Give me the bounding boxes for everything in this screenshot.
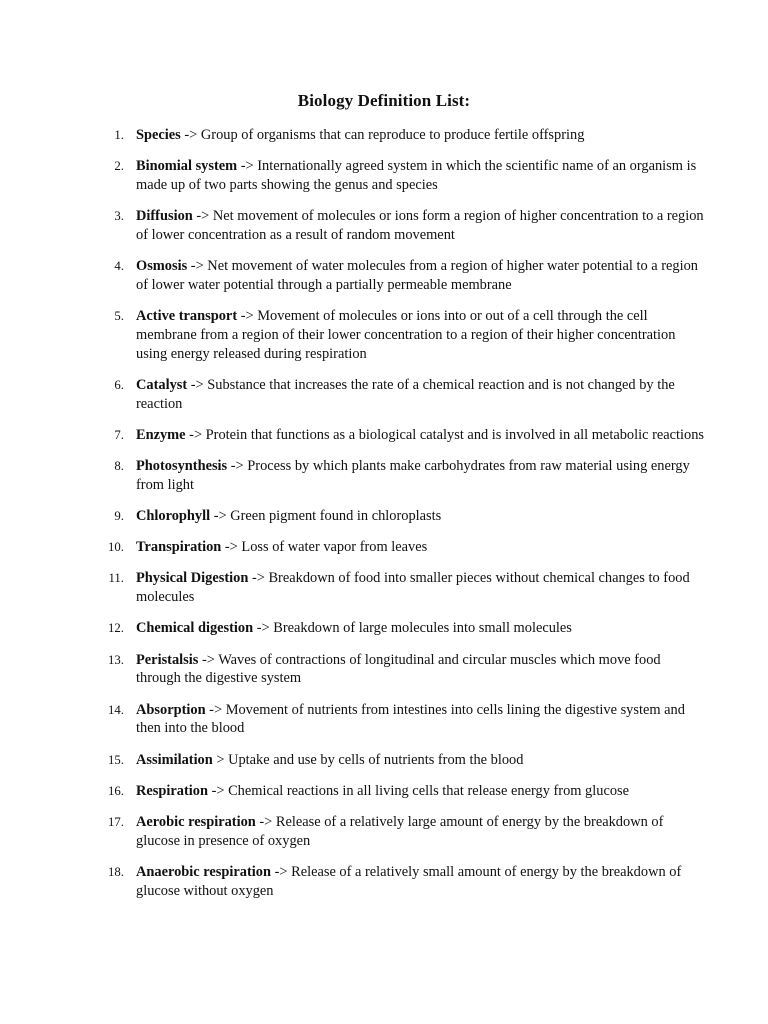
definition-item [0, 307, 768, 363]
definition-text: Net movement of molecules or ions form a region of higher concentration to a region of lower concentration as a result of random movement [136, 208, 704, 243]
definition-text: Breakdown of food into smaller pieces without chemical changes to food molecules [136, 570, 690, 606]
definition-term: Enzyme [136, 426, 186, 443]
item-number: 3. [114, 209, 124, 224]
definition-text: Chemical reactions in all living cells that release energy from glucose [228, 782, 630, 799]
definition-item [0, 376, 768, 414]
definition-term: Photosynthesis [136, 458, 228, 475]
arrow-separator: > [212, 751, 229, 768]
arrow-separator: -> [253, 620, 274, 637]
definition-term: Peristalsis [136, 651, 199, 668]
definition-item [0, 701, 768, 739]
definition-term: Active transport [136, 308, 238, 325]
definition-term: Chemical digestion [136, 620, 254, 637]
definition-item [0, 426, 768, 445]
arrow-separator: -> [185, 426, 206, 443]
definition-text: Protein that functions as a biological catalyst and is involved in all metabolic reactions [205, 426, 705, 443]
arrow-separator: -> [180, 127, 201, 143]
item-number: 14. [108, 702, 124, 717]
arrow-separator: -> [221, 539, 242, 556]
definition-term: Absorption [136, 701, 206, 718]
definition-text: Substance that increases the rate of a chemical reaction and is not changed by the reaction [136, 376, 675, 412]
definition-text: Breakdown of large molecules into small molecules [273, 620, 572, 637]
definition-term: Aerobic respiration [136, 813, 256, 830]
definition-term: Catalyst [136, 376, 188, 393]
definition-text: Green pigment found in chloroplasts [230, 508, 442, 525]
definition-term: Diffusion [136, 208, 193, 225]
document-title: Biology Definition List: [297, 91, 471, 110]
definition-item [0, 569, 768, 607]
arrow-separator: -> [227, 458, 248, 475]
definition-term: Species [136, 127, 181, 143]
definition-item [0, 651, 768, 689]
definition-item [0, 507, 768, 526]
definition-item [0, 207, 768, 245]
arrow-separator: -> [237, 308, 258, 325]
arrow-separator: -> [270, 863, 292, 880]
definition-item [0, 538, 768, 557]
definition-term: Respiration [136, 782, 208, 799]
definition-term: Chlorophyll [136, 508, 211, 525]
arrow-separator: -> [187, 258, 208, 275]
definition-item [0, 457, 768, 495]
definition-item [0, 782, 768, 801]
definition-text: Group of organisms that can reproduce to produce fertile offspring [200, 127, 585, 143]
definition-item [0, 157, 768, 195]
definition-text: Waves of contractions of longitudinal and circular muscles which move food through the digestive system [136, 651, 661, 687]
item-number: 11. [108, 571, 124, 586]
arrow-separator: -> [210, 508, 231, 525]
item-number: 16. [108, 783, 124, 798]
arrow-separator: -> [207, 782, 229, 799]
definition-text: Movement of nutrients from intestines into cells lining the digestive system and then into the blood [136, 701, 685, 737]
definition-list [0, 126, 768, 913]
arrow-separator: -> [198, 651, 219, 668]
definition-text: Loss of water vapor from leaves [241, 539, 428, 556]
definition-text: Release of a relatively small amount of energy by the breakdown of glucose without oxygen [136, 863, 682, 899]
arrow-separator: -> [248, 570, 269, 587]
item-number: 4. [114, 259, 124, 274]
item-number: 10. [108, 540, 124, 555]
definition-item [0, 257, 768, 295]
definition-text: Internationally agreed system in which the scientific name of an organism is made up of two parts showing the genus and species [136, 158, 697, 193]
item-number: 13. [108, 652, 124, 667]
item-number: 1. [114, 128, 124, 142]
definition-item [0, 863, 768, 901]
definition-item [0, 813, 768, 851]
arrow-separator: -> [255, 813, 276, 830]
definition-term: Osmosis [136, 258, 188, 275]
item-number: 5. [114, 309, 124, 324]
definition-item [0, 619, 768, 638]
item-number: 2. [114, 159, 124, 174]
definition-text: Uptake and use by cells of nutrients from the blood [228, 751, 524, 768]
definition-text: Movement of molecules or ions into or out of a cell through the cell membrane from a region of their lower concentration to a region of their higher concentration using energy released during respiration [136, 308, 676, 362]
item-number: 18. [108, 864, 124, 879]
item-number: 9. [114, 509, 124, 524]
arrow-separator: -> [187, 376, 208, 393]
definition-term: Physical Digestion [136, 570, 249, 587]
item-number: 17. [108, 814, 124, 829]
arrow-separator: -> [205, 701, 226, 718]
definition-term: Anaerobic respiration [136, 863, 271, 880]
arrow-separator: -> [192, 208, 213, 225]
arrow-separator: -> [237, 158, 258, 175]
item-number: 15. [108, 752, 124, 767]
definition-item [0, 126, 768, 145]
definition-term: Binomial system [136, 158, 238, 175]
definition-text: Net movement of water molecules from a region of higher water potential to a region of lower water potential through a partially permeable membrane [136, 258, 699, 293]
definition-term: Transpiration [136, 539, 222, 556]
item-number: 7. [114, 427, 124, 442]
item-number: 12. [108, 621, 124, 636]
item-number: 8. [114, 459, 124, 474]
definition-text: Process by which plants make carbohydrates from raw material using energy from light [136, 458, 690, 493]
item-number: 6. [114, 377, 124, 392]
definition-term: Assimilation [136, 751, 213, 768]
definition-text: Release of a relatively large amount of energy by the breakdown of glucose in presence of oxygen [136, 813, 664, 849]
definition-item [0, 751, 768, 770]
